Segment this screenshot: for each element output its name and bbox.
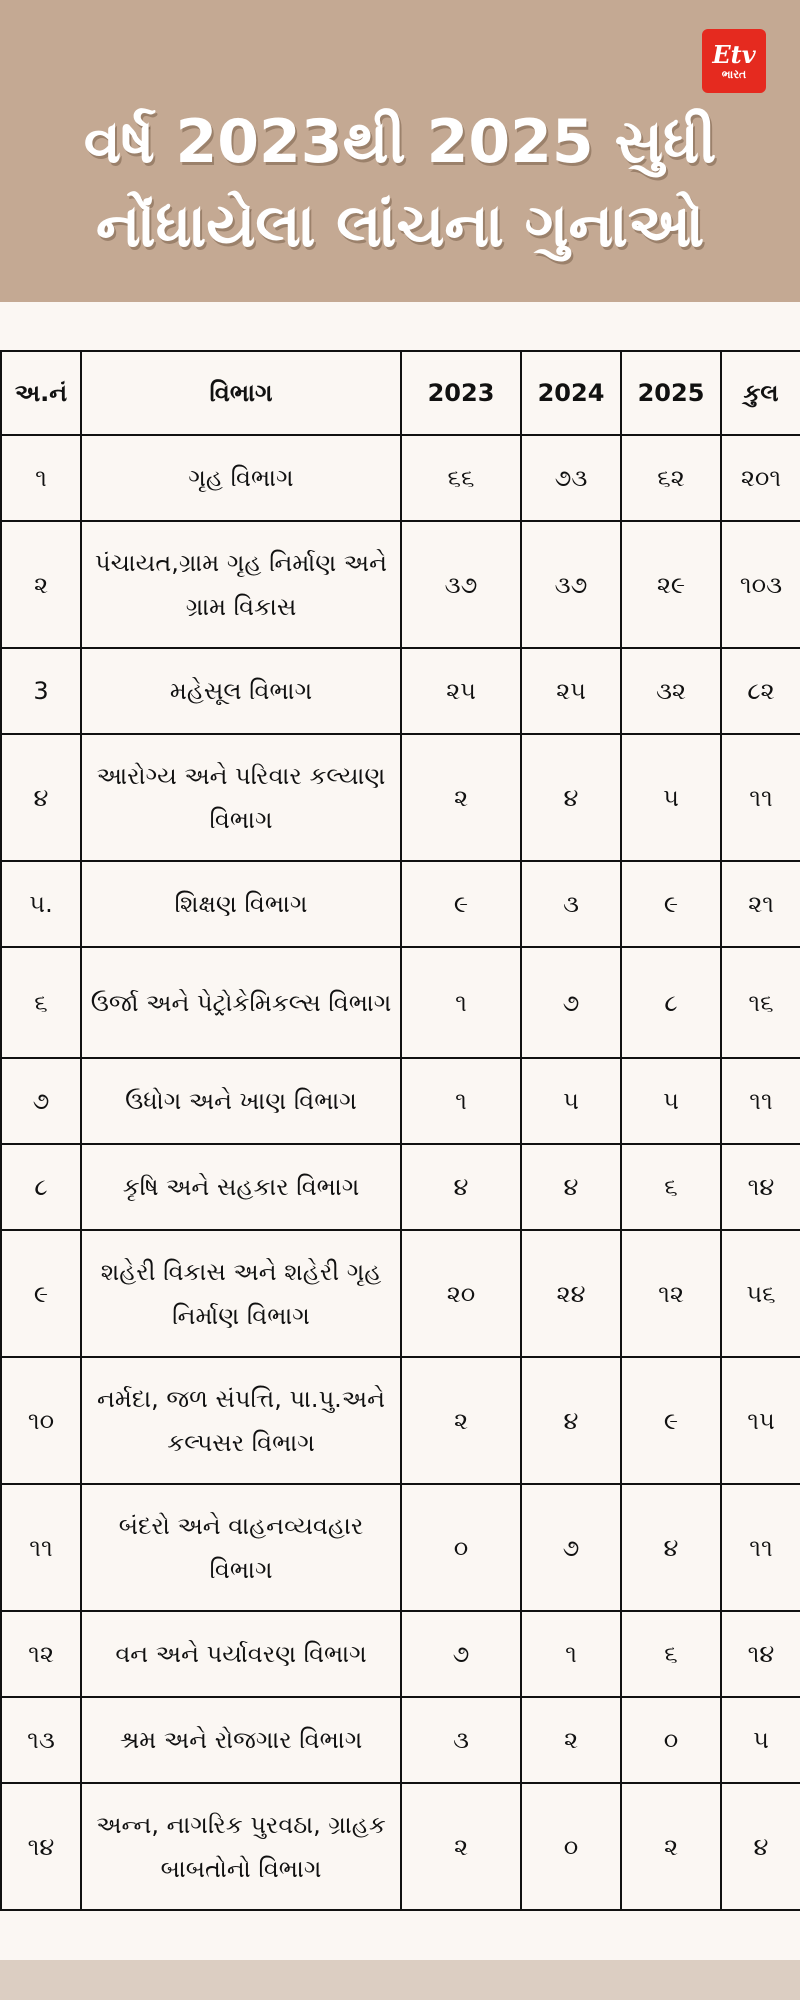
cell-department: ઉધોગ અને ખાણ વિભાગ	[81, 1058, 401, 1144]
cell-2023: ૨	[401, 734, 521, 861]
cell-2024: ૨	[521, 1697, 621, 1783]
header-banner	[0, 0, 800, 302]
table-row	[1, 521, 800, 648]
cell-2023: ૯	[401, 861, 521, 947]
cell-2025: ૯	[621, 1357, 721, 1484]
cell-2023: ૬૬	[401, 435, 521, 521]
bribery-cases-table	[0, 350, 800, 1911]
cell-2025: ૫	[621, 1058, 721, 1144]
cell-serial: ૧૦	[1, 1357, 81, 1484]
cell-2024: ૭	[521, 1484, 621, 1611]
cell-serial: ૧	[1, 435, 81, 521]
cell-department: નર્મદા, જળ સંપત્તિ, પા.પુ.અને કલ્પસર વિભાગ	[81, 1357, 401, 1484]
cell-serial: ૧૪	[1, 1783, 81, 1910]
table-row	[1, 947, 800, 1058]
cell-serial: ૧૩	[1, 1697, 81, 1783]
cell-2023: ૪	[401, 1144, 521, 1230]
cell-serial: ૭	[1, 1058, 81, 1144]
cell-serial: ૫.	[1, 861, 81, 947]
cell-2024: ૭	[521, 947, 621, 1058]
cell-department: શહેરી વિકાસ અને શહેરી ગૃહ નિર્માણ વિભાગ	[81, 1230, 401, 1357]
table-row	[1, 1357, 800, 1484]
cell-serial: ૬	[1, 947, 81, 1058]
cell-2025: ૦	[621, 1697, 721, 1783]
cell-total: ૪	[721, 1783, 800, 1910]
table-row	[1, 648, 800, 734]
table-row	[1, 734, 800, 861]
footer-band	[0, 1960, 800, 2000]
cell-2023: ૨૦	[401, 1230, 521, 1357]
col-header-total: કુલ	[721, 351, 800, 435]
cell-2024: ૦	[521, 1783, 621, 1910]
cell-2025: ૨૯	[621, 521, 721, 648]
cell-2025: ૬	[621, 1611, 721, 1697]
cell-department: વન અને પર્યાવરણ વિભાગ	[81, 1611, 401, 1697]
cell-department: અન્ન, નાગરિક પુરવઠા, ગ્રાહક બાબતોનો વિભાગ	[81, 1783, 401, 1910]
cell-2025: ૨	[621, 1783, 721, 1910]
cell-2024: ૨૫	[521, 648, 621, 734]
cell-total: ૨૦૧	[721, 435, 800, 521]
cell-total: ૧૦૩	[721, 521, 800, 648]
cell-2023: ૦	[401, 1484, 521, 1611]
cell-2023: ૨૫	[401, 648, 521, 734]
cell-total: ૧૪	[721, 1611, 800, 1697]
cell-2023: ૩૭	[401, 521, 521, 648]
cell-serial: ૧૨	[1, 1611, 81, 1697]
cell-total: ૨૧	[721, 861, 800, 947]
cell-department: બંદરો અને વાહનવ્યવહાર વિભાગ	[81, 1484, 401, 1611]
cell-serial: ૯	[1, 1230, 81, 1357]
table-row	[1, 1697, 800, 1783]
cell-department: ઉર્જા અને પેટ્રોકેમિકલ્સ વિભાગ	[81, 947, 401, 1058]
cell-serial: 3	[1, 648, 81, 734]
col-header-2025: 2025	[621, 351, 721, 435]
cell-2024: ૩૭	[521, 521, 621, 648]
cell-serial: ૧૧	[1, 1484, 81, 1611]
cell-2023: ૭	[401, 1611, 521, 1697]
etv-bharat-logo	[702, 29, 766, 93]
cell-total: ૧૬	[721, 947, 800, 1058]
cell-serial: ૪	[1, 734, 81, 861]
cell-2024: ૧	[521, 1611, 621, 1697]
title-line-1: વર્ષ 2023થી 2025 સુધી	[83, 107, 717, 177]
table-row	[1, 1611, 800, 1697]
cell-serial: ૮	[1, 1144, 81, 1230]
cell-2023: ૧	[401, 947, 521, 1058]
table-row	[1, 1783, 800, 1910]
cell-2024: ૨૪	[521, 1230, 621, 1357]
cell-department: પંચાયત,ગ્રામ ગૃહ નિર્માણ અને ગ્રામ વિકાસ	[81, 521, 401, 648]
cell-2024: ૪	[521, 1357, 621, 1484]
cell-total: ૧૪	[721, 1144, 800, 1230]
page-title	[0, 100, 800, 268]
cell-2025: ૮	[621, 947, 721, 1058]
cell-total: ૮૨	[721, 648, 800, 734]
table-row	[1, 435, 800, 521]
table-row	[1, 1484, 800, 1611]
cell-total: ૧૧	[721, 1484, 800, 1611]
cell-2025: ૬	[621, 1144, 721, 1230]
cell-2024: ૫	[521, 1058, 621, 1144]
cell-total: ૧૧	[721, 1058, 800, 1144]
cell-2025: ૪	[621, 1484, 721, 1611]
cell-2025: ૯	[621, 861, 721, 947]
cell-department: મહેસૂલ વિભાગ	[81, 648, 401, 734]
cell-total: ૫	[721, 1697, 800, 1783]
cell-2024: ૪	[521, 734, 621, 861]
table-row	[1, 1058, 800, 1144]
cell-2023: ૨	[401, 1357, 521, 1484]
cell-department: કૃષિ અને સહકાર વિભાગ	[81, 1144, 401, 1230]
col-header-2024: 2024	[521, 351, 621, 435]
cell-2023: ૩	[401, 1697, 521, 1783]
col-header-department: વિભાગ	[81, 351, 401, 435]
cell-department: ગૃહ વિભાગ	[81, 435, 401, 521]
cell-serial: ૨	[1, 521, 81, 648]
table-row	[1, 1230, 800, 1357]
cell-2025: ૧૨	[621, 1230, 721, 1357]
cell-total: ૧૧	[721, 734, 800, 861]
cell-total: ૫૬	[721, 1230, 800, 1357]
cell-department: આરોગ્ય અને પરિવાર કલ્યાણ વિભાગ	[81, 734, 401, 861]
table-header-row	[1, 351, 800, 435]
cell-2025: ૩૨	[621, 648, 721, 734]
cell-2024: ૭૩	[521, 435, 621, 521]
cell-2023: ૨	[401, 1783, 521, 1910]
cell-2024: ૩	[521, 861, 621, 947]
title-line-2: નોંધાયેલા લાંચના ગુનાઓ	[95, 191, 705, 261]
cell-2024: ૪	[521, 1144, 621, 1230]
col-header-2023: 2023	[401, 351, 521, 435]
table-row	[1, 1144, 800, 1230]
cell-2023: ૧	[401, 1058, 521, 1144]
cell-2025: ૫	[621, 734, 721, 861]
logo-sub: ભારત	[721, 67, 747, 81]
cell-department: શિક્ષણ વિભાગ	[81, 861, 401, 947]
cell-2025: ૬૨	[621, 435, 721, 521]
table-row	[1, 861, 800, 947]
logo-mark: Etv	[712, 39, 756, 69]
col-header-serial: અ.નં	[1, 351, 81, 435]
cell-total: ૧૫	[721, 1357, 800, 1484]
cell-department: શ્રમ અને રોજગાર વિભાગ	[81, 1697, 401, 1783]
